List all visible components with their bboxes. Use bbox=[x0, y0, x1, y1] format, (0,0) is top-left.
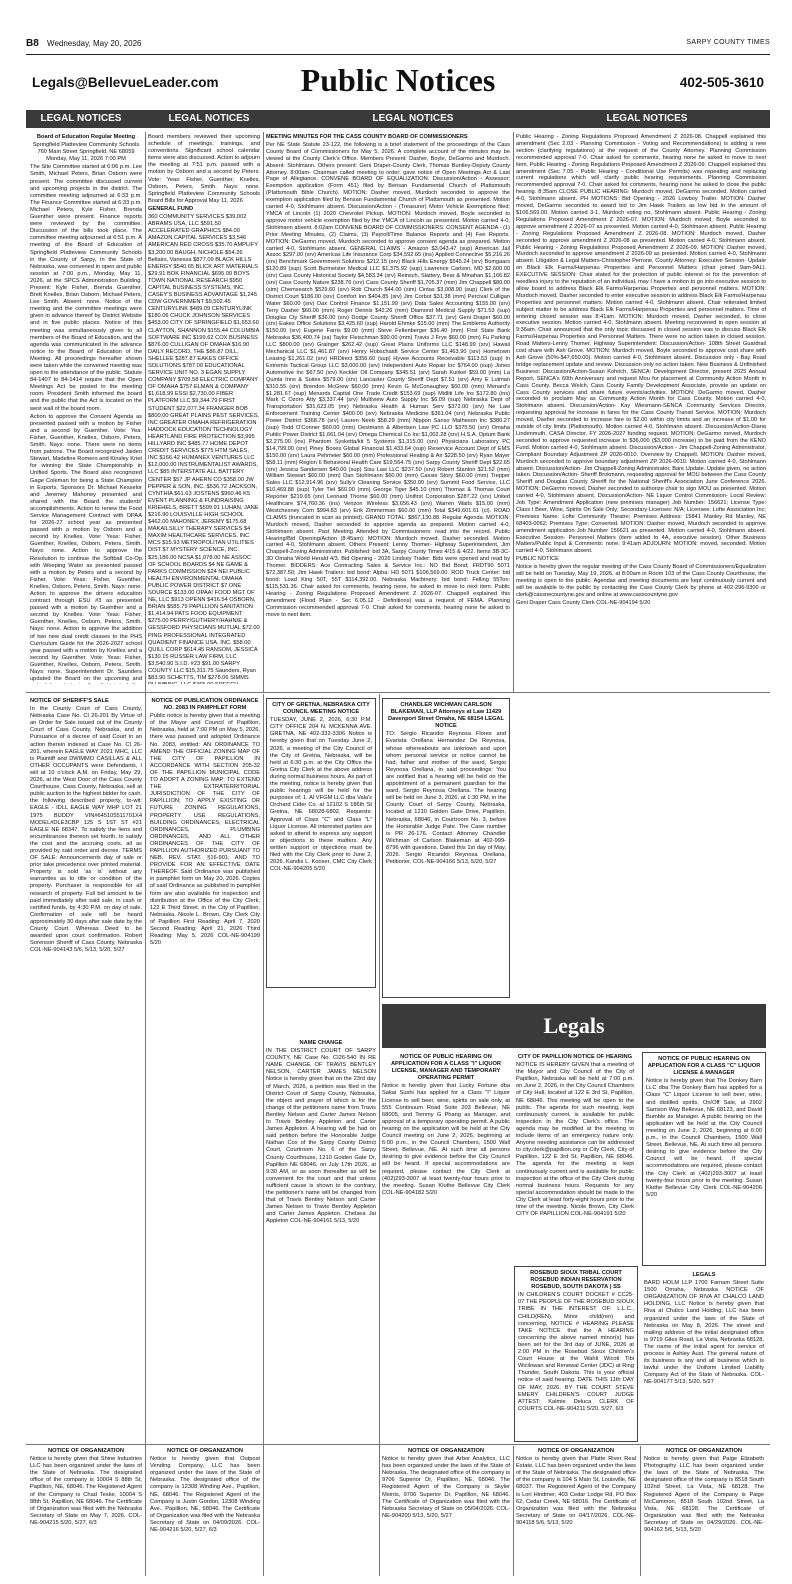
section-divider bbox=[26, 692, 770, 693]
notice-title: NOTICE OF PUBLIC HEARING ON APPLICATION FOR A CLASS "C" LIQUOR LICENSE & MANAGER bbox=[647, 1056, 761, 1077]
legals-phone: 402-505-3610 bbox=[679, 75, 764, 90]
arbor-organization-notice bbox=[382, 1448, 510, 1576]
riva-organization-notice bbox=[644, 1272, 764, 1442]
notice-body-2: Action to approve the Consent Agenda as presented passed with a motion by Fisher and a second by Guenther. Vote: Yea: Fisher, Guenther, Knelles, Osborn, Peters, Smith. Nays: none. There were no items from patrons. The Board recognized Jaiden Stewart, Madeline Romero and Kinsley Kriet for winning the State Championship in Unified Sports. The Board also recognized Gage Coleman for being a State Champion in Esports. Sponsors Dr. Michael Kesselor and Jeremey Mahoney presented and shared with the Board the students' accomplishments. Action to renew the Food Service Management Contract with OPAA for 2026-27 school year as presented passed with a motion by Osborn and a second by Knelles. Vote: Yeas: Fisher, Guenther, Knelles, Osborn, Peters, Smith. Nays: none. Action to approve the Resolution to continue the Softball Co-Op with Weeping Water as presented passed with a motion by Peters and a second by Fisher. Vote: Yeas: Fisher, Guenther, Knelles, Osborn, Peters, Smith. Nays: none. Action to approve the drivers education contract through ESU #3 as presented passed with a motion by Guenther and a second by Knelles. Vote: Yeas: Fisher, Guenther, Knelles, Osborn, Peters, Smith. Nays: none. Action to approve the addition of two new dual credit classes to the PHS Curriculum Guide for the 2026-2027 school year passed with a motion by Knelles and a second by Guenther. Vote: Yeas: Fisher, Guenther, Knelles, Osborn, Peters, Smith. Nays: none. Superintendent Dr. Saunders updated the Board on the upcoming and bbox=[30, 413, 142, 683]
vending-organization-notice bbox=[150, 1448, 260, 1576]
notice-body: Notice is hereby given that The Donkey Barn LLC dba The Donkey Barn has applied for a Class "C" Liquor License to sell beer, wine, and distilled spirits, On/Off Sale, at 2902 Samson Way Bellevue, NE 68123, and David Bumble as Manager. A public hearing on the application will be held at the City Council meeting on June 2, 2026, beginning at 6:00 p.m., in the Council Chambers, 1500 Wall Street, Bellevue, NE. At such time all persons desiring to give evidence before the City Council will be heard. If special accommodations are required, please contact the City Clerk at (402)293-3007 at least twenty-four hours prior to the meeting. Susan Kluthe Bellevue City Clerk COL-NE-904206 5/20 bbox=[646, 1078, 762, 1198]
notice-body: BARD HOLM LLP 1700 Farnam Street Suite 1500 Omaha, Nebraska NOTICE OF ORGANIZATION OF RIVA AT CHALCO LAND HOLDING, LLC Notice is hereby given that Riva at Chalco Land Holding, LLC has been organized under the laws of the State of Nebraska on May 8, 2026. The street and mailing address of the initial designated office is 9719 Giles Road, La Vista, Nebraska 68128. The name of the initial agent for service of process is Ashley Aust. The general nature of its business is any and all business which is lawful under the Uniform Limited Liability Company Act of the State of Nebraska. COL-NE-904177 5/13, 5/20, 5/27 bbox=[644, 1280, 764, 1386]
bar-label-3: LEGAL NOTICES bbox=[372, 113, 454, 124]
school-board-notice bbox=[30, 134, 142, 684]
notice-body: Notice is hereby given that Shine Industries LLC has been organized under the laws of the State of Nebraska. The designated office of the company is 10004 S 88th St, Papillion, NE, 68046. The Registered Agent of the Company is Chad Teske, 10004 S 88th St, Papillion, NE 68046. The Certificate of Organization was filed with the Nebraska Secretary of State on May 7, 2026. COL-NE-904215 5/20, 5/27, 6/3 bbox=[30, 1456, 142, 1526]
notice-body: Notice is hereby given that Outpost Vending Company, LLC has been organized under the laws of the State of Nebraska. The designated office of the company is 12308 Winding Ave., Papillion, NE, 68046. The Registered Agent of the Company is Justin Gordon, 12308 Winding Ave., Papillion, NE, 68046. The Certificate of Organization was filed with the Nebraska Secretary of State on 04/09/2026. COL-NE-904216 5/20, 5/27, 6/3 bbox=[150, 1456, 260, 1534]
public-notice-signature: Geni Draper Cass County Clerk COL-NE-904194 5/20 bbox=[516, 599, 651, 606]
sakai-liquor-notice bbox=[382, 1054, 510, 1272]
legal-notices-bar bbox=[26, 110, 770, 128]
sheriff-sale-notice bbox=[30, 698, 142, 1028]
public-notice-body: Notice is hereby given the regular meeting of the Cass County Board of Commissioners/Equalization will be held on Tuesday, May 19, 2026, at 8:00am in Room 103 of the Cass County Courthouse, the meeting is open to the public. Agendas and meeting documents are kept continuously current and will be available to the public by contacting the Cass County Clerk by phone at 402-296-9300 or clerk@cassnecountyne.gov and online at www.casscountyne.gov bbox=[516, 564, 766, 598]
page-number: B8 bbox=[26, 38, 39, 49]
notice-body: IN CHILDREN'S COURT DOCKET # CC25-07 THE PEOPLE OF THE ROSEBUD SIOUX TRIBE IN THE INTEREST OF: L.L.C., CHILD(REN). Minor child(ren) and concerning, NOTICE # HEARING PLEASE TAKE NOTICE that the A HEARING concerning the above named minor(s) has been set for the 3rd day of JUNE, 2026 at 2:00 PM in the Rosebud Sioux Children's Court House at the Wahli Wicoti Tibi Wicilowan and Renewal Center (JDC) at Ring Thunder, South Dakota. This is your official notice of said hearing. DATE THIS 11th DAY OF MAY, 2026. BY THE COURT STEVE EMERY CHILDREN'S COURT JUDGE ATTEST: Kalmie Deluca CLERK OF COURTS COL-NE-904211 5/20, 5/27, 6/3 bbox=[518, 1292, 634, 1412]
notice-title: NOTICE OF PUBLICATION ORDINANCE NO. 2083 IN PAMPHLET FORM bbox=[151, 698, 259, 712]
shine-organization-notice bbox=[30, 1448, 142, 1576]
section-masthead bbox=[26, 58, 770, 104]
column-rule bbox=[513, 1446, 514, 1576]
claims-intro: Board members reviewed their upcoming schedule of meetings, trainings, and conventions. Significant school calendar items were also discussed. Action to adjourn the meeting at 7:51 p.m. passed with a motion by Osborn and a second by Peters. Vote: Yeas: Fisher, Guenther, Knelles, Osborn, Peters, Smith. Nays: none. Springfield Platteview Community Schools Board Bills for Approval May 11, 2026 bbox=[148, 134, 260, 204]
platte-organization-notice bbox=[516, 1448, 636, 1576]
bar-label-4: LEGAL NOTICES bbox=[606, 113, 688, 124]
notice-body: TO: Sergio Ricandoi Reynosa Flores and Evarista Orellana Hernandez De Reynosa, whose whereabouts are unknown and upon whom personal service or notice cannot be had, father and mother of the ward, Sergio Reynosa Orellana, in said proceedings: You are notified that a hearing will be held on the appointment of a permanent guardian for the ward, Sergio Reynosa Orellana. The hearing will be held on June 3, 2026, at 1:30 PM, in the County Court of Sarpy County, Nebraska, located at 1210 Golden Gate Drive, Papillion, Nebraska, 68046, in Courtroom No. 3, before the Honorable Judge Pate. The Case number is PR 26-176. Contact Attorney Chandler Wichman of Carlson Blakeman at 402-999-8796 with questions. Dated this 1st day of May, 2026. Sergio Ricandoi Reynosa Orellana, Petitioner. COL-NE-904166 5/13, 5/20, 5/27 bbox=[386, 731, 506, 866]
notice-body: Notice is hereby given that Platte River Real Estate, LLC has been organized under the laws of the State of Nebraska. The designated office of the company is 104 S Main St, Louisville, NE 68037. The Registered Agent of the Company is Lori Hindmer, 403 Cedar Lodge Rd, PO Box 62, Cedar Creek, NE 68016. The Certificate of Organization was filed with the Nebraska Secretary of State on 04/17/2026. COL-NE-904118 5/6, 5/13, 5/20 bbox=[516, 1456, 636, 1526]
notice-title: CITY OF GRETNA, NEBRASKA CITY COUNCIL MEETING NOTICE bbox=[272, 702, 370, 716]
notice-body: Per NE State Statute 23-122, the following is a brief statement of the proceedings of the Cass County Board of Commissioners for May 5, 2026. A complete account of the minutes may be viewed at the County Clerk's Office. Members Present: Dasher, Boyle, DeGarmo and Murdoch. Absent: Stohlmann. Others present: Geni Draper-County Clerk, Thomas Buntley-Deputy County Attorney. 8:00am- Chairman called meeting to order; gave notice of Open Meetings Act & Last Page of Allegiance. CONVENE BOARD OF EQUALIZATION. Discussion/Action - Assessor: Exemption application (Form 451) filed by Bensan Fundamental Church of Plattsmouth (Plattsmouth Bible Church). MOTION: Dasher moved, Murdoch seconded to approve the exemption application filed by Bensan Fundamental Church of Plattsmouth as presented. Motion carried 4-0, Stohlmann absent. Discussion/Action - (Treasurer) Motor Vehicle Exemptions filed: YMCA of Lincoln (1) 2020 Chevrolet Pickup. MOTION: Murdoch moved, Boyle seconded to approve motor vehicle exemption filed by the YMCA of Lincoln as presented. Motion carried 4-0, Stohlmann absent. 8:02am CONVENE BOARD OF COMMISSIONERS. CONSENT AGENDA - (1) Prior Meeting Minutes, (2) Claims, (3) Payroll/Time Balance Reports and (4) Fee Reports. MOTION: DeGarmo moved, Murdoch seconded to approve consent agenda as prepared. Motion carried 4-0, Stohlmann absent. GENERAL CLAIMS - Amazon $3,043.47 (sup) American Jail Assoc $297.00 (srv) Americas Life Insurance Corp $34,592.65 (ins) Applied Connective $5,216.26 (srv) Benchmark Government Solutions $212.15 (srv) Black Hills Energy $545.24 (srv) Bomgaars $120.89 (sup) Scott Burmeister Medical LLC $1,375.92 (sup) Lawrence Carlson, MD $2,600.00 (srv) Cass County Historical Society $4,583.34 (srv) Reinsch, Slattery, Bear & Minahan $1,166.82 (srv) Cass County Nature $238.76 (srv) Cass County Sheriff $1,705.37 (mm) Jim Chappell $80.00 (sim) Chemsearch $529.60 (srv) Rob Church $44.00 (sim) Cintas $3,008.90 (sup) Clerk of the District Court $186.00 (srv) Comfort Inn $404.85 (srv) Jim Corbot $31.38 (mm) Percival Culligan Water $60.00 (srv) Dax Control Finance $1,151.99 (srv) Data Sales Accounting $155.00 (srv) Terry Dasher $60.00 (mm) Roger Dennis $42.26 (mm) Diamond Medical Supply $71.53 (sup) Douglas Cty Sheriff $36.00 (srv) Dodge County Sheriff Office $37.71 (srv) Geni Draper $60.00 (srv) Eakes Office Solutions $3,425.60 (sup) Harold Ehmke $15.00 (mm) The Emblems Authority $150.00 (srv) Eugene Farris $9.00 (mm) Steve Feltenberger $36.40 (mm) First State Bank Nebraska $36,400.74 (sa) Taylor Fleischman $90.00 (mm) Travis J Frye $60.00 (mm) Fu Parking LLC $800.00 (srv) Grainger $262.42 (sup) Great Plains Uniforms LLC $148.99 (srv) Hawaii Mechanical LLC $1,461.87 (srv) Henry Hobschaidt Service Center $1,463.90 (srv) Hometown Leasing $1,261.02 (srv) HRDirect $356.60 (sup) Hyvee Accounts Receivable $113.53 (sup) In Extremis Tactical Group LLC $3,000.00 (srv) Independent Auto Repair Inc $764.00 (sup) Jones Automotive Inc $67.50 (srv) Keckler Oil Company $345.51 (srv) Sarah Kunkel $59.00 (mm) La Quinta Inns & Suites $579.00 (srv) Lancaster County Sheriff Dept $7.51 (srv) Amy E Lutman $310.55 (srv) Brendon McGrew $60.00 (mm) Kevin G McConaughey $60.00 (mm) Menard's $1,281.67 (sup) Menards Capital One Trade Credit $153.69 (sup) Midliti Life Ins $172.80 (ins) Mark C Ozoro Atty $3,337.44 (srv) Multiview Auto Supply Inc $6.09 (sup) Nebraska Dept of Transportation $31,623.05 (mr) Nebraska Health & Human Serv $372.00 (srv) Ne Law Enforcement Training Center $400.00 (srv) Nebraska Medicine $361.04 (srv) Nebraska Public Power District $368.78 (srv) Lauren Neeb $58.29 (mm) Nippon Sanso Matheson Inc $380.27 (sup) Todd O'Conner $60.00 (mm) Oestmann & Albertsen Law PC LLO $375.50 (srv) Omaha Public Power District $1,661.04 (srv) Omega Chemical Co Inc $1,002.28 (srv) H.S.A. Optum Bank $2,275.00 (ins) Phantom Sysketta/kit 5 Systems $1,315.00 (srv) Physicians Laboratory PC $14,799.00 (srv) Piney Boxes Global Financial $1,433.64 (sup) Reservice Account Dept of EMS $150.00 (srv) Laura Pehmeier $60.00 (mm) Professional Heating & Air $228.50 (srv) Ryan Mayer $58.11 (mm) Region 6 Behavioral Health Care $19,564.75 (srv) Sarpy County Sheriff Dept $22.65 (srv) Jessica Sandersen $40.00 (sup) Sisu Law LLC $237.50 (srv) Robert Stanton $21.52 (mm) William Stewart $60.00 (mm) Dan Stohlmann $60.00 (mm) Cassie Story $60.00 (mm) Trepper Sales LLC $12,914.96 (srv) Sully's Cleaning Service $350.00 (srv) Summit Food Service, LLC $10,469.88 (sup) Tyler Tiel $60.00 (mm) George Tiger $45.10 (mm) Thomas & Thomas Court Reporter $219.65 (srv) Leonard Thorne $60.00 (mm) Unifirst Corporation $287.22 (srv) United Healthcare $74,760.36 (ins) Verizon Wireless $3,656.43 (srv) Warren Waits $15.00 (mm) Westchesney Com $994.83 (srv) Erik Zimmerman $60.00 (mm) Total $349,601.61 (cl). ROAD CLAIMS (truncated in scan as printed). GRAND TOTAL: $867,130.88. Regular Agenda. MOTION: Murdoch moved, Dasher seconded to approve agenda as prepared. Motion carried 4-0, Stohlmann absent. Past Meeting Attended by Commissioners: read into the record. Public Hearing/Bid Opening/Action (8:45am): MOTION: Murdoch moved, Dasher seconded. Motion carried 4-0, Stohlmann absent. Others Present: Lenny Thomer- Highway Superintendent, Jim Chappell-Zoning Administrator. Published: bid 3A, Sarpy County Times 4/15 & 4/22. Items 3B-3C-3D Omaha World Herald 4/3. Bid Opening - 2026 Lindsey Trailer: Bids were opened and read by Thomer. BIDDERS: Ace Contracting Sales & Service Inc.: NO Bid Bond; FRDT90 5071 $72,387.50; Jim Hawk Trailers: bid bond: Alpha: HD 5071 $106,569.00. ROD Truck Center: bid bond: Load King 50T, 55T $114,392.00. Nebraska Machinery: bid bond: Felling 55Ton: $115,531.36. Chair asked for comments, hearing none, he asked to move to next item. Public Hearing - Zoning Regulations Proposed Amendment Z 2026-07. Chappell explained this amendment (Flood Plain - Sec 6.05.12 - Definitions) was a request of FEMA. Planning Commission recommended approval 7-0. Chair asked for comments, hearing none he asked to move to next item. bbox=[266, 141, 510, 618]
notice-body: The Site Committee started at 6:06 p.m. Lee Smith, Michael Peters, Brian Osborn were present. The committee discussed current and upcoming projects in the district. The committee meeting adjourned at 6:33 p.m. The Finance Committee started at 6:33 p.m. Michael Peters, Kyle Fisher, Brenda Guenther were present. Finance reports were reviewed by the committee. Discussion of the bills took place. The committee meeting adjourned at 6:51 p.m. A meeting of the Board of Education of Springfield Platteview Community Schools in the County of Sarpy, in the State of Nebraska, was convened in open and public session at 7:00 p.m., Monday, May 11, 2026, at the SPCS Administration Building. Present: Kyle Fisher, Brenda Guenther, Brett Knelles, Brian Osborn, Michael Peters, Lee Smith. Absent: none. Notice of the meeting and the committee meetings were given in advance thereof by District Website and in five public places. Notice of this meeting was simultaneously given to all members of the Board of Education, and the agenda was communicated in the advance notice to the Board of Education of the Meeting. All proceedings hereafter shown were taken while the convened meeting was open to the attendance of the public. Statute 84-1407 to 84-1414 require that the Open Meetings Act be posted in the meeting room. President Smith informed the board and the public that the Act is located on the west wall of the board room. bbox=[30, 164, 142, 412]
column-rule bbox=[263, 694, 264, 1576]
notice-body: Notice is hereby given that Lucky Fortune dba Sakai Sushi has applied for a Class "I" Liquor License to sell beer, wine, spirits on sale only, at 555 Continuum Road Suite 203 Bellevue, NE 68005, and Tommy G Phang as Manager, and approval of a temporary operating permit. A public hearing on the application will be held at the City Council meeting on June 2, 2026, beginning at 6:00 p.m., in the Council Chambers, 1500 Wall Street, Bellevue, NE. At such time all persons desiring to give evidence before the City Council will be heard. If special accommodations are required, please contact the City Clerk at (402)293-3007 at least twenty-four hours prior to the meeting. Susan Kluthe Bellevue City Clerk COL-NE-904182 5/20 bbox=[382, 1083, 510, 1196]
bar-label-1: LEGAL NOTICES bbox=[40, 113, 122, 124]
notice-body: TUESDAY, JUNE 2, 2026, 6:30 P.M. CITY OFFICE 204 N. MCKENNA AVE. GRETNA, NE 402-332-3306 Notice is hereby given that on Tuesday June 2, 2026, a meeting of the City Council of the City of Gretna, Nebraska, will be held at 6:30 p.m. at the City Office the Gretna City Clerk at the above address during normal business hours. As part of the meeting, notice is hereby given that public hearings will be held for the purposes of: 1. Al VFGM LLC dba Vala's Orchard Cider Co. at 12102 S 186th St Gretna, NE 68028-6802. Requests: Approval of Class "C" and Class "L" Liquor License. All interested parties are asked to attend to express any support or objections to these matters. Any written support or objections must be filed with the City Clerk prior to June 2, 2026. Kandis L. Kooser, CMC City Clerk COL-NE-904205 5/20 bbox=[270, 717, 372, 873]
column-rule bbox=[640, 1446, 641, 1576]
newspaper-name: SARPY COUNTY TIMES bbox=[686, 39, 770, 46]
section-title: Public Notices bbox=[300, 62, 496, 98]
column-rule bbox=[263, 132, 264, 692]
column-rule bbox=[379, 694, 380, 1576]
chandler-legal-notice bbox=[386, 702, 506, 994]
column-rule bbox=[513, 132, 514, 692]
gretna-council-notice bbox=[270, 702, 372, 984]
issue-date: Wednesday, May 20, 2026 bbox=[47, 39, 142, 48]
notice-title: NOTICE OF ORGANIZATION bbox=[537, 1448, 615, 1454]
column-rule bbox=[145, 132, 146, 1576]
notice-body: Public Hearing - Zoning Regulations Proposed Amendment Z 2026-08. Chappell explained this amendment (Sec 2.03 - Planning Commission - Voting and Recommendations) is adding a new section (clarifying regulations) at the request of the County Attorney. Planning Commission recommended approval 7-0. Chair asked for comments, hearing none he asked to move to next item. Public Hearing - Zoning Regulations Proposed Amendment Z 2026-09. Chappell explained this amendment (Sec 7.05 - Public Hearing - Conditional Use Permits) was repeating and replacing current regulations which will clarify public hearing requirements. Planning Commission recommended approval 7-0. Chair asked for comments, hearing none he asked to close the public hearing. 8:35am CLOSE PUBLIC HEARING: Murdoch moved, DeGarmo seconded. Motion carried 4-0, Stohlmann absent. PH MOTIONS: Bid Opening - 2026 Lowboy Trailer. MOTION: Dasher moved, DeGarmo seconded to award bid to Jim Hawk Trailers as low bid in the amount of $106,569.00. Motion carried 3-1, Murdoch voting no, Stohlmann absent. Public Hearing - Zoning Regulations Proposed Amendment Z 2026-07. MOTION: Murdoch moved, Boyle seconded to approve amendment Z 2026-07 as presented. Motion carried 4-0, Stohlmann absent. Public Hearing - Zoning Regulations Proposed Amendment Z 2026-08. MOTION: Murdoch moved, Dasher seconded to approve amendment Z 2026-08 as presented. Motion carried 4-0, Stohlmann absent. Public Hearing - Zoning Regulations Proposed Amendment Z 2026-09. MOTION: Dasher moved, Murdoch seconded to approve amendment Z 2026-09 as presented. Motion carried 4-0, Stohlmann absent. Litigation & Legal Matters-Christopher Perrone, County Attorney: Executive Session- Update on Black Elk Farms/Harpenau Properties and Personnel Matters (chair joined 9am-9AL). EXECUTIVE SESSION: Chair stated for the protection of public interest or for the prevention of needless injury to the reputation of an individual, may I have a motion to go into executive session to allow board to address Black Elk Farms/Harpenau Properties and personnel matters. MOTION: Murdoch moved, Dasher seconded to enter executive session to address Black Elk Farms/Harpenau Properties and personnel matters. Motion carried 4-0, Stohlmann absent. Chair reiterated limited subject matter to be address Black Elk Farms/Harpenau Properties and personnel matters. Time of entering closed session was 8:41am. MOTION: Murdoch moved, Dasher seconded, to close executive session. Motion carried 4-0, Stohlmann absent. Meeting reconvened in open session at 9:36am. Chair announced that the only topic discussed in closed session was to discuss Black Elk Farms/Harpenau Properties and Personnel Matters. There were no action taken in closed session. Road Matters-Lenny Thomer, Highway Superintendent: Discussion/Action- 108th Street Guardrail cost share with Ash Grove. MOTION: Murdoch moved, Boyle seconded to approve cost share with Ash Grove (50%-$47,650.00). Motion carried 4-0, Stohlmann absent. Discussion only - Bay Road bridge replacement update and review. Discussion only no action taken. New Business & Unfinished Business: Discussion/Action-Susan Kohrich, SENCA: Development Director, present 2025 Annual Report, SENCA's 60th Anniversary and request Mou for placement at Community Action Month in Cass County. Becca Welch, Cass County Family Development Associate, provide an update on Cass County services and share future events/activities. MOTION: DeGarmo moved, Dasher seconded to proclaim May as Community Action Month for Cass County. Motion carried 4-0, Stohlmann absent. Discussion/Action- Kay Wiesmann-SENCA Community Services Director, requesting approval for increase in fares for the Cass County Transit Service. MOTION: Murdoch moved, Dasher seconded to increase fare to $2.00 within city limits and an increase of $1.00 for outside of city limits (Plattsmouth). Motion carried 4-0, Stohlmann absent. Discussion/Action-Diana Lindenmuth, CASA Director, FY 2026-2027 funding request. MOTION: DeGarmo moved, Murdoch seconded to approve requested increase to $36,000 ($3,000 increase) to be paid from the KENO Fund. Motion carried 4-0, Stohlmann absent. Discussion/Action - Jim Chappell-Zoning Administrator, Compliant Boundary Adjustment ZP 2026-0010. Overview by Chappell. MOTION: Dasher moved, Murdoch seconded to approve boundary adjustment ZP 2026-0010. Motion carried 4-0, Stohlmann absent. Discussion/Action- Jim Chappell-Zoning Administrator, Bare Update. Update given, no action taken. Discussion/Action- Sheriff Brokmann, requesting approval for MOU between the Cass County Sheriff and Douglas County Sheriff for the National Sheriff's Association June Conference 2026. MOTION: DeGarmo moved, Dasher seconded to authorize chair to sign MOU as presented. Motion carried 4-0, Stohlmann absent. Discussion/Action- NE Liquor Control Commission- Local Review: Job Type: Amendment Application (new premises manager) Job Number: 156621; License Type: Class I Beer, Wine, Spirits On Sale Only; Secondary Licenses: N/A; Licensee: Lofte Association Inc; Premises Name: Lofte Community Theatre; Premises Address: 15841 Manley Rd Manley, NE 68403-0062; Premises Type: Converted. MOTION: Dasher moved, Murdoch seconded to approve amendment application Job Number 156621 as presented. Motion carried 4-0, Stohlmann absent. Executive Session- Personnel Matters (item added to 4A, executive session). Other Business Matters/Public Input & Comments: none. 9:41am ADJOURN: MOTION: moved, seconded. Motion carried 4-0, Stohlmann absent. bbox=[516, 134, 766, 555]
ordinance-notice bbox=[150, 698, 260, 1038]
rosebud-court-notice bbox=[518, 1270, 634, 1438]
cass-minutes-continued bbox=[516, 134, 766, 690]
notice-location: Springfield Platteview Community Schools 760 Main Street Springfield, NE 68059 Monday, May 11, 2026 7:00 PM bbox=[32, 142, 140, 163]
notice-body: Notice is hereby given that Paige Elizabeth Photography LLC has been organized under the laws of the State of Nebraska. The designated office of the company is 8518 South 102nd Street, La Vista, NE 68128. The Registered Agent of the Company is Paige McCammon, 8518 South 102nd Street, La Vista, NE 68128. The Certificate of Organization was filed with the Nebraska Secretary of State on 04/29/2026. COL-NE-904162 5/6, 5/13, 5/20 bbox=[644, 1456, 764, 1534]
notice-title: NAME CHANGE bbox=[299, 1040, 343, 1046]
section-divider bbox=[26, 1444, 770, 1445]
notice-body: Public notice is hereby given that a meeting of the Mayor and Council of Papillion, Nebraska, held at 7:00 PM on May 5, 2026, there was passed and adopted Ordinance No. 2083, entitled: AN ORDINANCE TO AMEND THE OFFICIAL ZONING MAP OF THE CITY OF PAPILLION IN ACCORDANCE WITH SECTION 205-32 OF THE PAPILLION MUNICIPAL CODE TO ADOPT A ZONING MAP; TO EXTEND THE EXTRATERRITORIAL JURISDICTION OF THE CITY OF PAPILLION; TO APPLY EXISTING OR FUTURE ZONING REGULATIONS, PROPERTY USE REGULATIONS, BUILDING ORDINANCES, ELECTRICAL ORDINANCES, PLUMBING ORDINANCES, AND ALL OTHER ORDINANCES OF THE CITY OF PAPILLION AUTHORIZED PURSUANT TO NEB. REV. STAT. §16-901; AND TO PROVIDE FOR AN EFFECTIVE DATE THEREOF. Said Ordinance was published in pamphlet form on May 20, 2026. Copies of said Ordinance as published in pamphlet form are also available for inspection and distribution at the Office of the City Clerk, 122 E Third Street, in the City of Papillion, Nebraska. Nicole L. Brown, City Clerk City of Papillion First Reading: April 7, 2020 Second Reading: April 21, 2026 Third Reading: May 5, 2026 COL-NE-904199 5/20 bbox=[150, 713, 260, 947]
notice-body: IN THE DISTRICT COURT OF SARPY COUNTY, NE Case No. CI26-540 IN RE NAME CHANGE OF TRAVIS BENTLEY NELSON, CARTER JAMES NELSON Notice is hereby given that on the 23rd day of March, 2026, a petition was filed in the District Court of Sarpy County, Nebraska, the object and prayer of which is for the change of the petitioners name from Travis Bentley Nelson and Carter James Nelson to Travis Bentley Appleton and Carter James Appleton. A hearing will be had on said petition before the Honorable Judge Nathan Cox of the Sarpy County District Court, Courtroom No. 6 of the Sarpy County Courthouse, 1210 Golden Gate Dr, Papillion NE 68046, on July 17th 2026, at 9:30 AM, or as soon thereafter as will be convenient for the court and that unless sufficient cause is shown to the contrary, the petitioner's name will be changed from that of Travis Bentley Nelson and Carter James Nelson to Travis Bentley Appleton and Carter James Appleton. Chelsea Jai Appleton COL-NE-904161 5/13, 5/20 bbox=[266, 1048, 376, 1225]
notice-title: CHANDLER WICHMAN CARLSON BLAKEMAN, LLP Attorneys at Law 11429 Davenport Street Omaha, NE 68154 LEGAL NOTICE bbox=[388, 702, 504, 730]
header-rule bbox=[26, 54, 770, 55]
notice-title: MEETING MINUTES FOR THE CASS COUNTY BOARD OF COMMISSIONERS bbox=[266, 134, 468, 140]
notice-title: Board of Education Regular Meeting bbox=[36, 134, 136, 140]
bar-label-2: LEGAL NOTICES bbox=[168, 113, 250, 124]
elizabeth-organization-notice bbox=[644, 1448, 764, 1576]
notice-body: NOTICE IS HEREBY GIVEN that a meeting of the Mayor and City Council of the City of Papillion, Nebraska will be held at 7:00 p.m. on June 2, 2026, in the City Council Chambers of City Hall, located at 122 E 3rd St, Papillion, NE 68046. This meeting will be open to the public. The agenda for such meeting, kept continuously current, is available for public inspection in the City Clerk's office. The agenda may be modified at the meeting to include items of an emergency nature only. Anyone needing assistance can be addressed to city.clerk@papillion.org or City Clerk, City of Papillion, 122 E 3rd St, Papillion, NE 68046. The agenda for the meeting is kept continuously current and is available for public inspection at the office of the City Clerk during normal business hours. Requests for any special accommodation should be made to the City Clerk at least forty-eight hours prior to the time of the meeting. Nicole Brown, City Clerk CITY OF PAPILLION COL-NE-904191 5/20 bbox=[516, 1062, 634, 1218]
notice-title: NOTICE OF ORGANIZATION bbox=[47, 1448, 125, 1454]
notice-title: ROSEBUD SIOUX TRIBAL COURT ROSEBUD INDIAN RESERVATION ROSEBUD, SOUTH DAKOTA ) SS bbox=[530, 1270, 622, 1291]
notice-title: NOTICE OF PUBLIC HEARING ON APPLICATION FOR A CLASS "I" LIQUOR LICENSE, MANAGER AND TEMPORARY OPERATING PERMIT bbox=[390, 1054, 502, 1082]
notice-title: LEGALS bbox=[692, 1272, 716, 1278]
cass-minutes-notice bbox=[266, 134, 510, 690]
legals-banner: Legals bbox=[382, 1004, 766, 1048]
public-notice-heading: PUBLIC NOTICE bbox=[516, 556, 559, 563]
notice-title: CITY OF PAPILLION NOTICE OF HEARING bbox=[517, 1054, 633, 1060]
general-fund-heading: GENERAL FUND bbox=[148, 205, 194, 212]
notice-body: In the County Court of Cass County, Nebraska Case No. CI 26-201 By Virtue of an Order for Sale issued out of the County Court of Cass County, Nebraska, and in Pursuance of a decree of said Court in an action therein indexed at Case No. CI 26-201, wherein EAGLE WAY 2021 MHC, LLC is Plaintiff and DWIMMO CASILLAS & ALL OTHER OCCUPANTS were Defendants, I will at 10 o'clock A.M. on Friday, May 29, 2026, at the West Door of the Cass County Courthouse, Cass County, Nebraska, sell at public auction to the highest bidder for cash, the following described property, to-wit: EAGLE - IDLL EAGLE WAY MHP LOT 21 1975 BUDDY VIN#645105511701X4 MODEL#DLE3CBP 125 S 1ST ST #21 EAGLE NE 68347. To satisfy the liens and encumbrances thereon set fourth, to satisfy the cost and the accruing costs, all as provided by said order and decree. TERMS OF SALE: Announcements day of sale or prior take precedence over printed material. Property is sold 'as is' without any warranties as to title or condition of the property. Purchaser is responsible for all research of property. Full bid amount to be paid immediately after said sale, in cash or certified funds, by 4:30 P.M. on day of sale. Confirmation of sale will be heard approximately 30 days after sale date by the County Court. Whereas Deed to be awarded upon court confirmation. Robert Sorenson Sheriff of Cass County, Nebraska COL-NE-904143 5/6, 5/13, 5/20, 5/27 bbox=[30, 706, 142, 954]
notice-title: NOTICE OF ORGANIZATION bbox=[166, 1448, 244, 1454]
notice-body: Notice is hereby given that Arbor Analytics, LLC has been organized under the laws of the State of Nebraska. The designated office of the company is 9706 Superior Dr, Papillion, NE, 68046. The Registered Agent of the Company is Skyler Meints, 9706 Superior Dr, Papillion, NE 68046. The Certificate of Organization was filed with the Nebraska Secretary of State on 05/04/2026. COL-NE-904200 5/13, 5/20, 5/27 bbox=[382, 1456, 510, 1519]
legals-email: Legals@BellevueLeader.com bbox=[32, 75, 219, 90]
papillion-hearing-notice bbox=[516, 1054, 634, 1264]
claims-notice bbox=[148, 134, 260, 684]
notice-title: NOTICE OF SHERIFF'S SALE bbox=[30, 698, 109, 704]
name-change-notice bbox=[266, 1040, 376, 1272]
page-header bbox=[26, 38, 770, 52]
notice-title: NOTICE OF ORGANIZATION bbox=[665, 1448, 743, 1454]
general-fund-list: 360 COMMUNITY SERVICES $39,002 ABRAMS USA, LLC $591.50 ACCELERATED GRAPHICS $84.00 AMAZON CAPITAL SERVICES $3,546 AMERICAN RED CROSS $35.70 AMPLIFY $3,200.00 BAUGH, NICHOLE $54.26 Bellairs, Vanessa $877.09 BLACK HILLS ENERGY $540.65 BLICK ART MATERIALS $29.91 BOK FINANCIAL $695.00 BOYS TOWN NATIONAL RESEARCH $950 CAPITAL BUSINESS SYSTEMS, INC. CASEY'S BUSINESS ADVANTAGE $1,245 CDW GOVERNMENT $9,502.45 CENTURYLINK $489.09 CENTURYLINK $180.06 CHUCK JOHNSON SERVICES $453.00 CITY OF SPRINGFIELD $1,653.60 CLAYTON, SHANNON $155.44 COLUMBIA SOFTWARE INC $199.62 COX BUSINESS $876.00 CULLIGAN OF OMAHA $16.90 DAILY RECORD, THE $86.87 DILL, SHELLEE $287.87 EAKES OFFICE SOLUTIONS $787.00 EDUCATIONAL SERVICE UNIT NO. 3 EGAN SUPPLY COMPANY $709.58 ELECTRIC COMPANY OF OMAHA $757 ELMAN & COMPANY $1,618.99 ESSI $2,730.00 FIBER PLATFORM LLC $9,344.79 FIRST STUDENT $22,077.34 FRANGER BOB $800.00 GREAT PLAINS PEST SERVICES, INC GREATER OMAHA REFRIGERATION HADDOCK EDUCATION TECHNOLOGY HEARTLAND FIRE PROTECTION $3,995 HILLYARD INC $485.77 HOME DEPOT CREDIT SERVICES $775 HTM SALES, INC $166.42 HUMANEX VENTURES LLC $12,000.00 INSTRUMENTALIST AWARDS, LLC $85 INTERSTATE ALL BATTERY CENTER $57 JP AHERN CO $358.00 JW PEPPER & SON, INC. $536.72 JACKSON, CYNTHIA $61.63 JOSTENS $960.46 K5 EVENT PLANNING & FUNDRAISING KRIEHELS, BRETT $599.91 LUHAN, JANE $216.90 LOUISVILLE HIGH SCHOOL $462.00 MAHONEY, JEREMY $175.68 MAKAILSILLY THERAPY SERVICES $4 MAXIM HEALTHCARE SERVICES, INC MCS $15.93 METROPOLITAN UTILITIES DIST $7 MYSTERY SCIENCE, INC. $25,186.00 NCSA $1,078.00 NE ASSOC OF SCHOOL BOARDS $4 NE GAME & PARKS COMMISSION $24 NEI PUBLIC HEALTH ENVIRONMENTAL OMAHA PUBLIC POWER DISTRICT $7 ONE SOURCE $133.00 OPAA! FOOD MGT OF NE, LLC $913 OPENN $416.54 OSBORN, BRIAN $585.79 PAPILLION SANITATION $1,414.94 PATS FOOD EQUIPMENT $275.00 PERRY/GUTHERY/HAHN/E & GESSFORD PHYSICIANS MUTUAL $72.00 PING PROFESSIONAL INTEGRATED QUADIENT FINANCE USA, INC. $58.00 QUILL CORP $614.45 RANSOM, JESSICA $130.15 RUSSER LAW FIRM, LLC $3,540.90 S.I.D. #23 $91.00 SARPY COUNTY LLC $15,311.75 Saunders, Ryan $83.90 SCHETTS, TIM $278.06 SIMMS bbox=[148, 214, 260, 682]
donkey-barn-liquor-notice bbox=[646, 1056, 762, 1262]
notice-title: NOTICE OF ORGANIZATION bbox=[407, 1448, 485, 1454]
